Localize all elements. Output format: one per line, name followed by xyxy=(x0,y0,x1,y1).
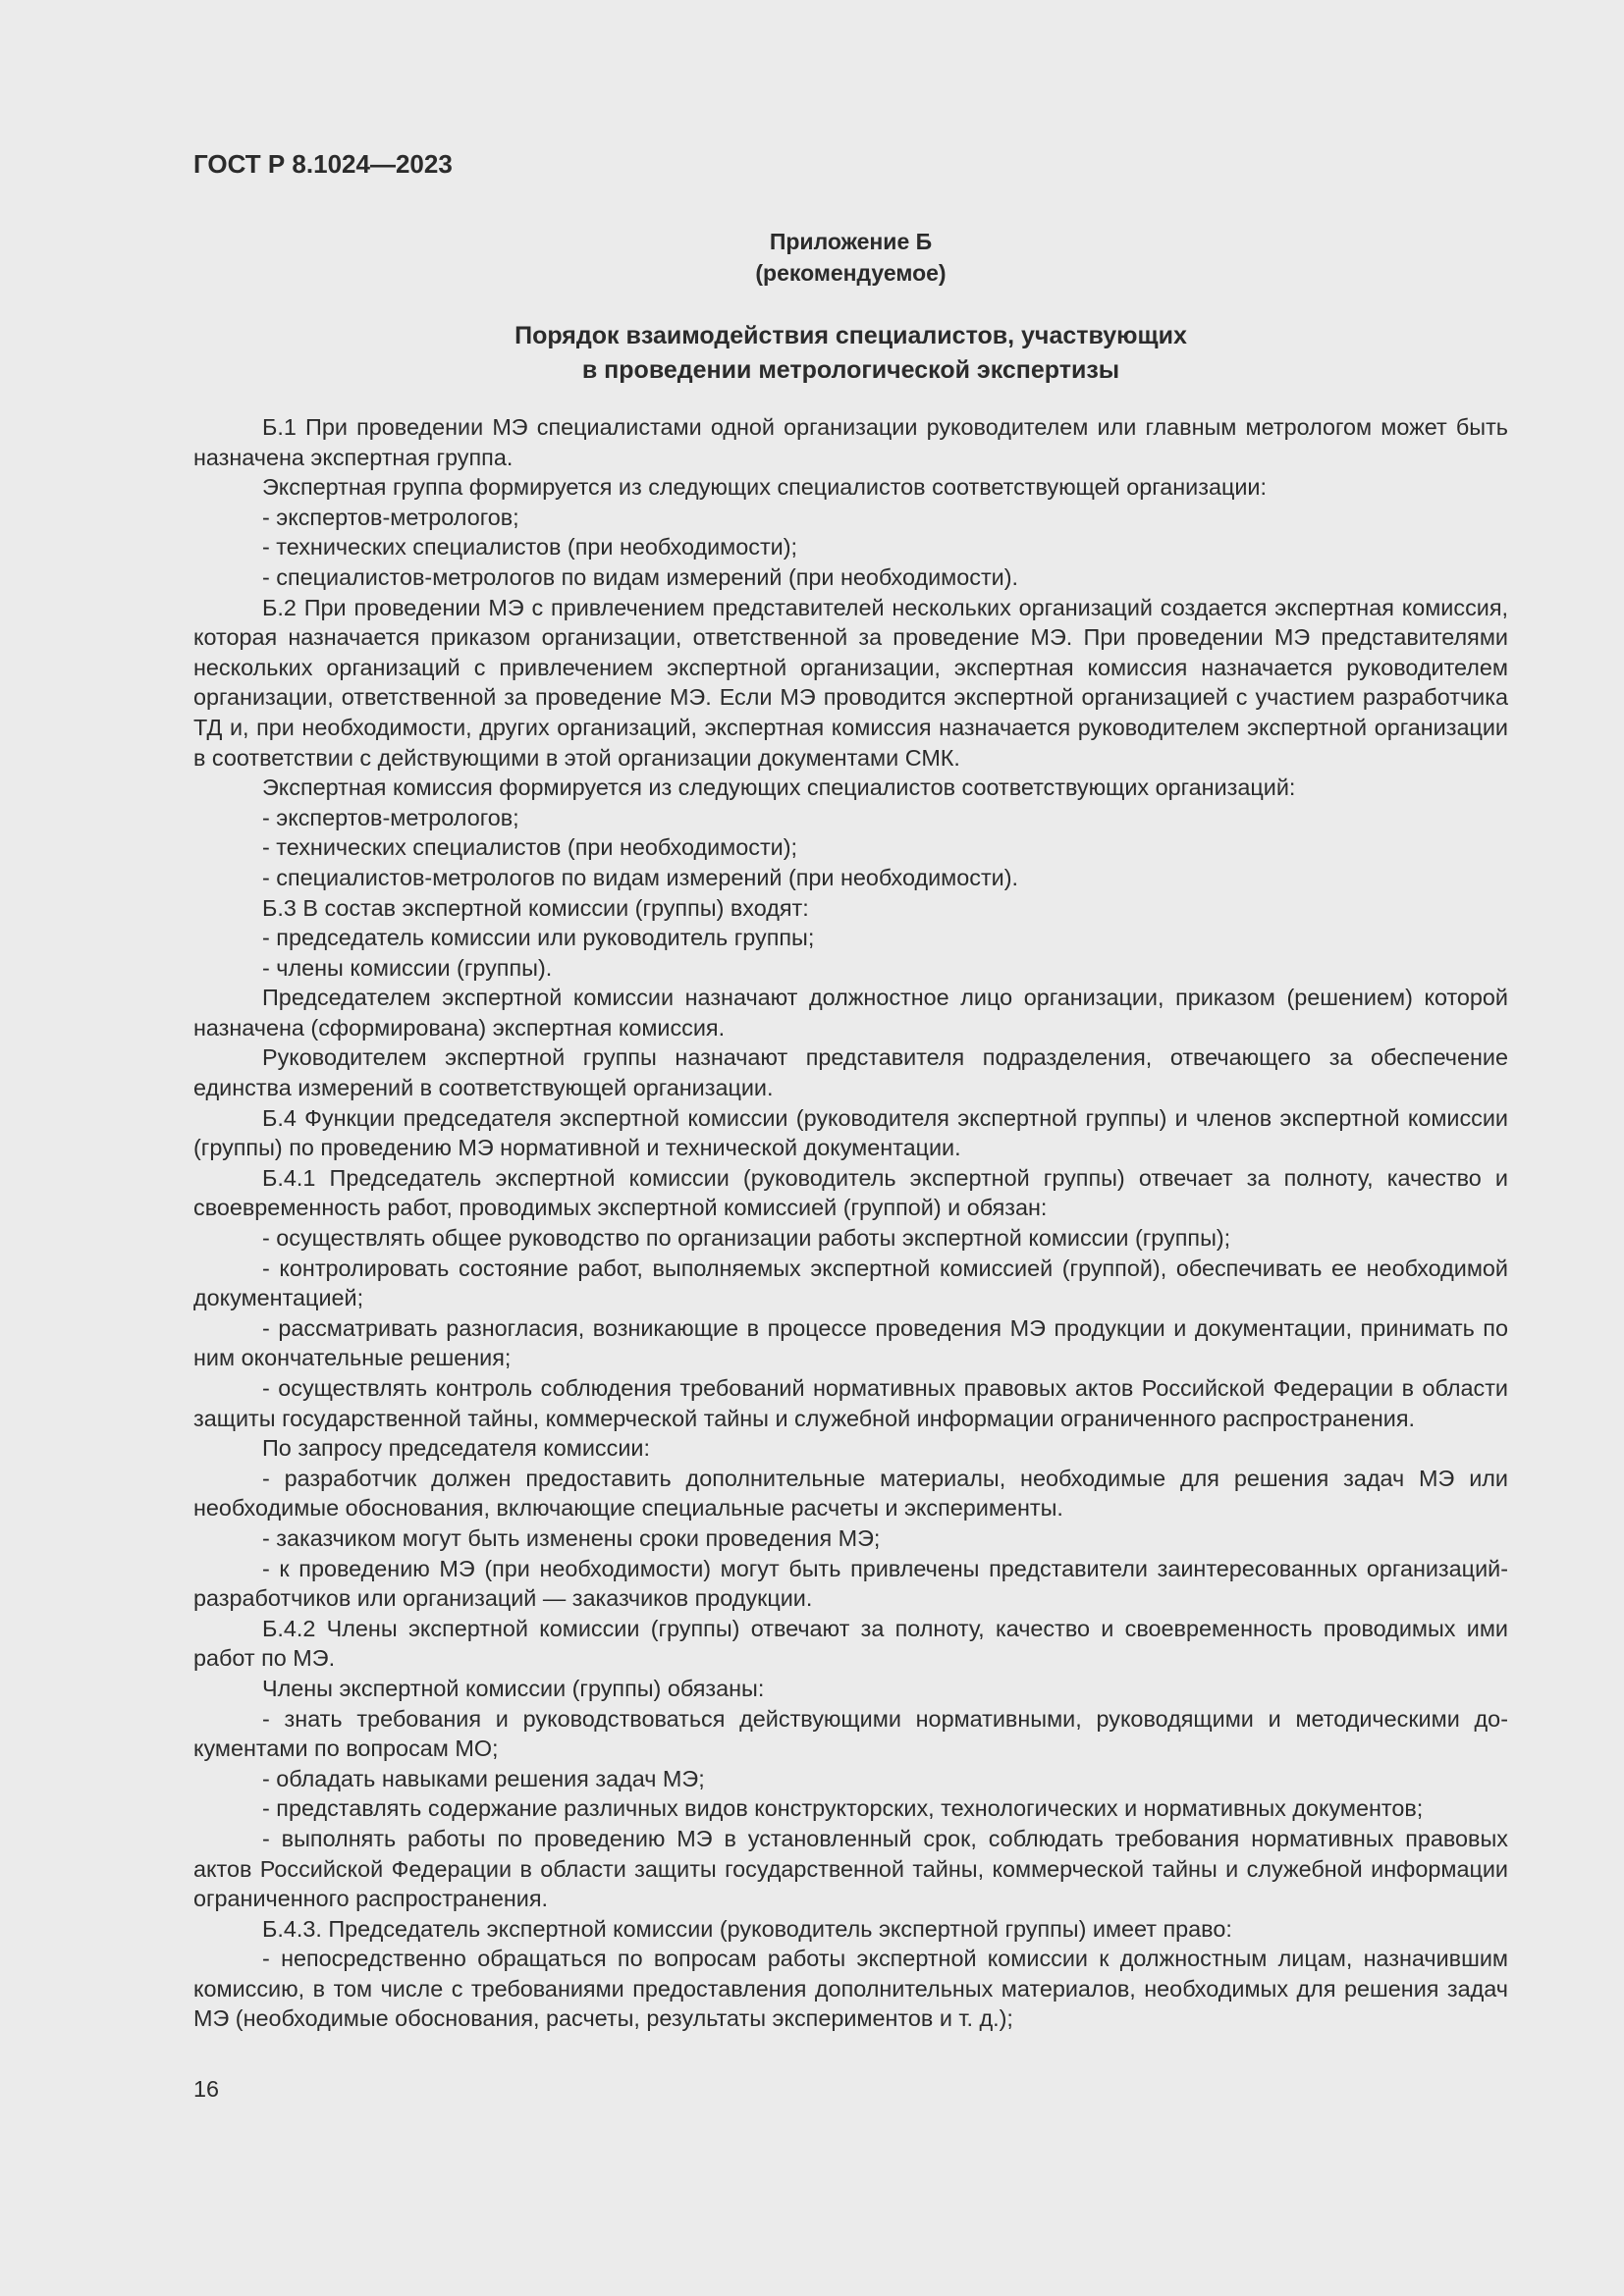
list-item: - технических специалистов (при необходимости); xyxy=(262,834,798,861)
list-item: - знать требования и руководствоваться действующими нормативными, руководящими и методическими документами по вопросам МО; xyxy=(193,1705,1508,1762)
paragraph: Председателем экспертной комиссии назначают должностное лицо организации, приказом (решением) которой назначена (сформирована) экспертная комиссия. xyxy=(193,985,1508,1041)
list-item: - выполнять работы по проведению МЭ в установленный срок, соблюдать требования нормативных правовых актов Российской Федерации в области защиты государственной тайны, коммерческой тайны и служебной информации ограниченного распространения. xyxy=(193,1825,1508,1912)
paragraph: Руководителем экспертной группы назначают представителя подразделения, отвечающего за обеспечение единства измерений в соответствующей организации. xyxy=(193,1044,1508,1101)
paragraph: По запросу председателя комиссии: xyxy=(262,1435,650,1462)
list-item: - экспертов-метрологов; xyxy=(262,504,519,530)
annex-heading xyxy=(193,226,1508,289)
paragraph: Б.1 При проведении МЭ специалистами одной организации руководителем или главным метрологом может быть назначена экспертная группа. xyxy=(193,414,1508,470)
paragraph: Б.4.1 Председатель экспертной комиссии (руководитель экспертной группы) отвечает за полноту, качество и своевременность работ, проводимых экспертной комиссией (группой) и обязан: xyxy=(193,1164,1508,1221)
list-item: - к проведению МЭ (при необходимости) могут быть привлечены представители заинтересованных организаций-разработчиков или организаций — заказчиков продукции. xyxy=(193,1555,1508,1612)
paragraph: Б.3 В состав экспертной комиссии (группы) входят: xyxy=(262,894,809,921)
list-item: - специалистов-метрологов по видам измерений (при необходимости). xyxy=(262,563,1019,590)
document-code: ГОСТ Р 8.1024—2023 xyxy=(193,149,453,179)
list-item: - осуществлять общее руководство по организации работы экспертной комиссии (группы); xyxy=(262,1225,1231,1252)
list-item: - разработчик должен предоставить дополнительные материалы, необходимые для решения задач МЭ или необходимые обоснования, включающие специальные расчеты и эксперименты. xyxy=(193,1465,1508,1522)
paragraph: Члены экспертной комиссии (группы) обязаны: xyxy=(262,1675,765,1701)
paragraph: Б.2 При проведении МЭ с привлечением представителей нескольких организаций создается экспертная комиссия, которая назначается приказом организации, ответственной за проведение МЭ. При проведении МЭ представителями нескольких организаций с привлечением экспертной организации, экспертная комиссия назначается руководителем организации, ответственной за проведение МЭ. Если МЭ проводится экспертной организацией с участием разработчика ТД и, при необходимости, других организаций, экспертная комиссия назначается руководителем экспертной организации в соответствии с действующими в этой организации документами СМК. xyxy=(193,594,1508,771)
list-item: - специалистов-метрологов по видам измерений (при необходимости). xyxy=(262,864,1019,890)
list-item: - представлять содержание различных видов конструкторских, технологических и нормативных документов; xyxy=(262,1795,1424,1822)
paragraph: Б.4.2 Члены экспертной комиссии (группы) отвечают за полноту, качество и своевременность проводимых ими работ по МЭ. xyxy=(193,1615,1508,1672)
list-item: - обладать навыками решения задач МЭ; xyxy=(262,1765,705,1791)
list-item: - контролировать состояние работ, выполняемых экспертной комиссией (группой), обеспечивать ее необходимой документацией; xyxy=(193,1255,1508,1311)
list-item: - технических специалистов (при необходимости); xyxy=(262,534,798,561)
paragraph: Б.4.3. Председатель экспертной комиссии (руководитель экспертной группы) имеет право: xyxy=(262,1915,1232,1942)
list-item: - непосредственно обращаться по вопросам работы экспертной комиссии к должностным лицам, назначившим комиссию, в том числе с требованиями предоставления дополнительных материалов, необходимых для решения задач МЭ (необходимые обоснования, расчеты, результаты экспериментов и т. д.); xyxy=(193,1946,1508,2032)
annex-title-line-2: в проведении метрологической экспертизы xyxy=(581,356,1120,384)
paragraph: Экспертная комиссия формируется из следующих специалистов соответствующих организаций: xyxy=(262,774,1296,801)
annex-title xyxy=(193,319,1508,388)
paragraph: Экспертная группа формируется из следующих специалистов соответствующей организации: xyxy=(262,474,1267,501)
page-number: 16 xyxy=(193,2076,220,2102)
list-item: - заказчиком могут быть изменены сроки проведения МЭ; xyxy=(262,1524,881,1551)
list-item: - члены комиссии (группы). xyxy=(262,954,553,981)
annex-label: Приложение Б xyxy=(769,229,933,254)
paragraph: Б.4 Функции председателя экспертной комиссии (руководителя экспертной группы) и членов экспертной комиссии (группы) по проведению МЭ нормативной и технической документации. xyxy=(193,1104,1508,1161)
list-item: - осуществлять контроль соблюдения требований нормативных правовых актов Российской Федерации в области защиты государственной тайны, коммерческой тайны и служебной информации ограниченного распространения. xyxy=(193,1375,1508,1431)
annex-status: (рекомендуемое) xyxy=(755,260,947,286)
list-item: - рассматривать разногласия, возникающие в процессе проведения МЭ продукции и документации, принимать по ним окончательные решения; xyxy=(193,1314,1508,1371)
list-item: - председатель комиссии или руководитель группы; xyxy=(262,925,815,951)
document-body xyxy=(193,412,1508,2034)
list-item: - экспертов-метрологов; xyxy=(262,804,519,830)
annex-title-line-1: Порядок взаимодействия специалистов, участвующих xyxy=(514,322,1187,349)
